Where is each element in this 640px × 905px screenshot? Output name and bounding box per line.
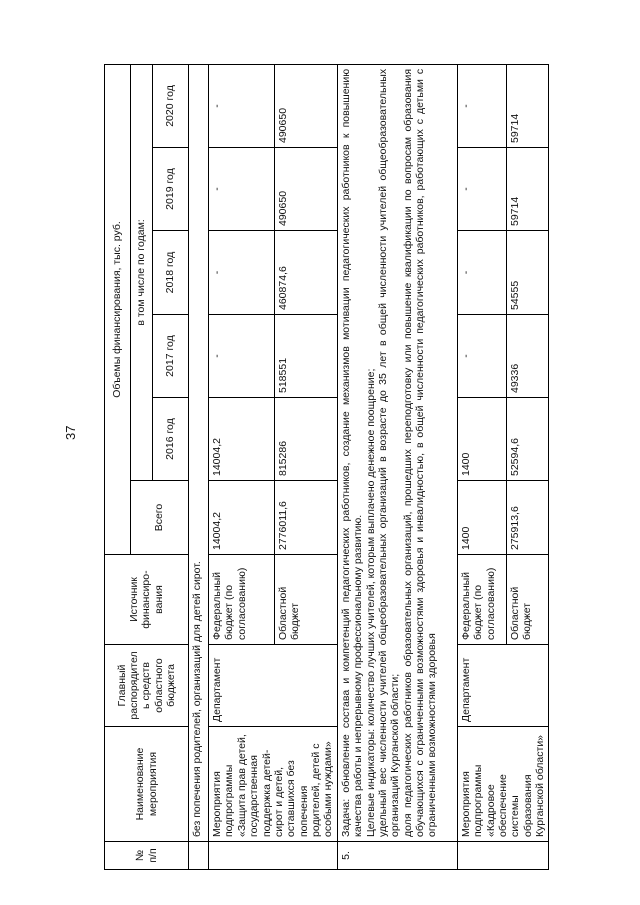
rotated-document [104,65,546,870]
measure-5-regional-2019: 59714 [506,148,549,231]
measure-4-source-regional: Областной бюджет [274,555,337,645]
page-number: 37 [63,425,78,440]
measure-4-source-federal: Федеральный бюджет (по согласованию) [209,555,275,645]
measure-4-regional-2019: 490650 [274,148,337,231]
financing-table [104,64,549,870]
measure-4-num [209,842,338,870]
header-name: Наименование мероприятия [105,727,189,842]
measure-5-federal-2018: - [457,231,506,315]
header-manager: Главный распорядитель средств областного бюджета [105,645,189,727]
header-year-2016: 2016 год [153,398,189,481]
measure-4-regional-2020: 490650 [274,64,337,147]
header-funding: Объемы финансирования, тыс. руб. [105,64,131,554]
measure-4-manager: Департамент [209,645,338,727]
section-5-indicator-2: удельный вес численности учителей общеобразовательных организаций в возрасте до 35 лет в общей численности учителей общеобразовательных организаций Курганской области; [376,68,402,837]
measure-5-federal-2019: - [457,148,506,231]
measure-4-regional-2018: 460874,6 [274,231,337,315]
measure-4-regional-2017: 518551 [274,315,337,398]
header-year-2020: 2020 год [153,64,189,147]
measure-5-federal-2020: - [457,64,506,147]
measure-5-name: Мероприятия подпрограммы «Кадровое обеспечение системы образования Курганской области» [457,727,549,842]
section-5-indicator-1: Целевые индикаторы: количество лучших учителей, которым выплачено денежное поощрение; [364,368,377,837]
measure-5-regional-total: 275913,6 [506,481,549,555]
measure-5-regional-2018: 54555 [506,231,549,315]
header-year-2017: 2017 год [153,315,189,398]
measure-5-num [457,842,549,870]
measure-5-regional-2017: 49336 [506,315,549,398]
header-year-2018: 2018 год [153,231,189,315]
measure-4-federal-2018: - [209,231,275,315]
measure-4-federal-total: 14004,2 [209,481,275,555]
header-year-2019: 2019 год [153,148,189,231]
header-by-years: в том числе по годам: [131,64,153,480]
section-4-tail: без попечения родителей, организаций для детей сирот. [189,64,209,841]
measure-5-manager: Департамент [457,645,549,727]
measure-4-federal-2017: - [209,315,275,398]
measure-5-regional-2016: 52594,6 [506,398,549,481]
measure-4-regional-total: 2776011,6 [274,481,337,555]
measure-5-source-federal: Федеральный бюджет (по согласованию) [457,555,506,645]
measure-5-federal-2016: 1400 [457,398,506,481]
section-4-num [189,842,209,870]
measure-4-federal-2020: - [209,64,275,147]
header-source: Источник финансиро-вания [105,555,189,645]
measure-4-regional-2016: 815286 [274,398,337,481]
section-5-num: 5. [337,842,457,870]
header-num: № п/п [105,842,189,870]
measure-5-source-regional: Областной бюджет [506,555,549,645]
header-total: Всего [131,481,189,555]
measure-4-federal-2019: - [209,148,275,231]
section-5-description [337,64,457,841]
measure-5-federal-total: 1400 [457,481,506,555]
section-5-task: Задача: обновление состава и компетенций педагогических работников, создание механизмов мотивации педагогических работников к повышению качества работы и непрерывному профессиональному развитию. [339,68,365,837]
measure-4-federal-2016: 14004,2 [209,398,275,481]
measure-5-federal-2017: - [457,315,506,398]
measure-5-regional-2020: 59714 [506,64,549,147]
measure-4-name: Мероприятия подпрограммы «Защита прав детей, государственная поддержка детей-сирот и детей, оставшихся без попечения родителей, детей с особыми нуждами» [209,727,338,842]
section-5-indicator-3: доля педагогических работников образовательных организаций, прошедших переподготовку или повышение квалификации по вопросам образования обучающихся с ограниченными возможностями здоровья и инвалидностью, в общей численности педагогических работников, работающих с детьми с ограниченными возможностями здоровья [401,68,439,837]
